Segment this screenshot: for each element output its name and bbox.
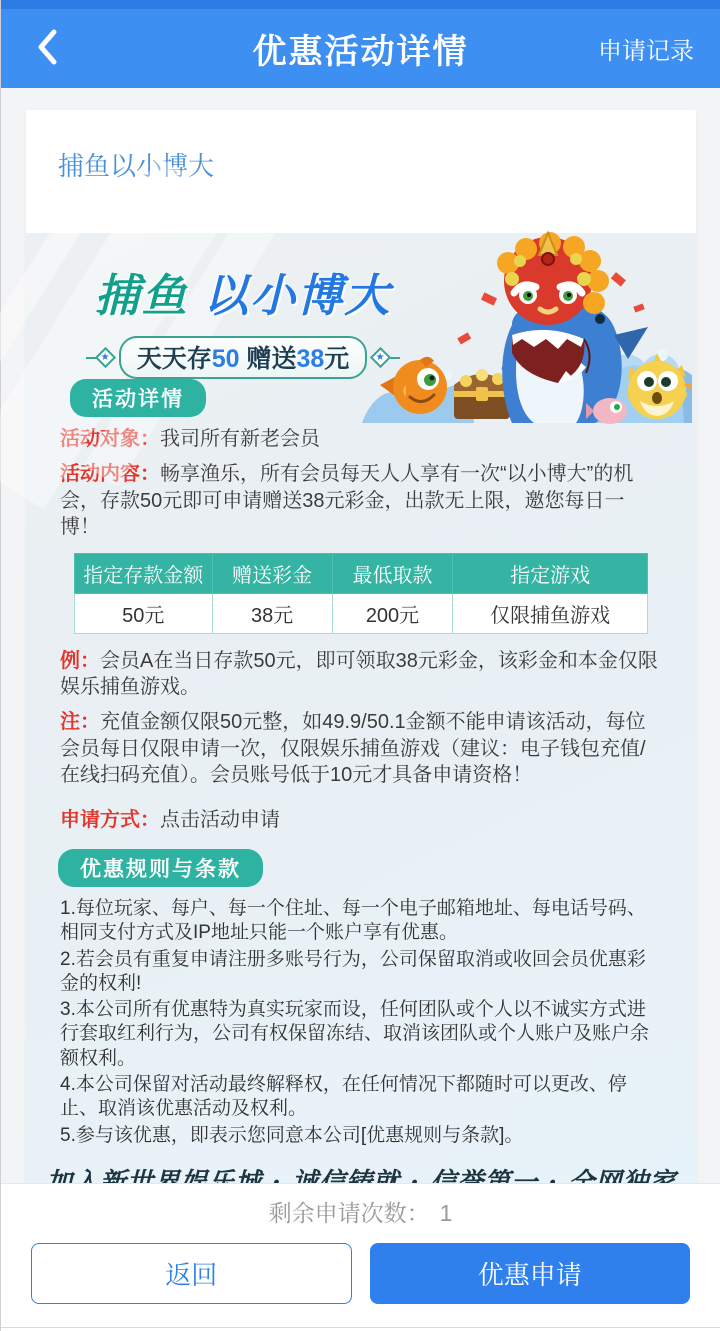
application-records-link[interactable]: 申请记录 — [598, 38, 694, 65]
activity-card-header — [26, 110, 696, 233]
note-line: 注：充值金额仅限50元整，如49.9/50.1金额不能申请该活动，每位会员每日仅限申请一次，仅限娱乐捕鱼游戏（建议：电子钱包充值/在线扫码充值）。会员账号低于10元才具备申请资格！ — [60, 711, 646, 787]
page-title: 优惠活动详情 — [252, 33, 469, 71]
rule-item: 4.本公司保留对活动最终解释权，在任何情况下都随时可以更改、停止、取消该优惠活动及权利。 — [60, 1074, 627, 1120]
activity-target-line: 活动对象：我司所有新老会员 — [60, 428, 320, 450]
table-row — [75, 593, 648, 633]
banner-text-block — [78, 259, 408, 379]
activity-details-badge: 活动详情 — [70, 379, 206, 417]
remaining-count: 1 — [439, 1200, 453, 1226]
apply-method-line: 申请方式：点击活动申请 — [60, 808, 280, 831]
activity-card — [26, 110, 696, 1219]
rule-item: 1.每位玩家、每户、每一个住址、每一个电子邮箱地址、每电话号码、相同支付方式及IP地址只能一个账户享有优惠。 — [60, 897, 646, 944]
cell-min-withdrawal: 200元 — [332, 593, 452, 633]
banner-title-bet: 以小博大 — [188, 270, 392, 321]
rules-list — [26, 897, 696, 1148]
footer-bar — [1, 1183, 720, 1331]
activity-details-text — [26, 426, 696, 541]
banner-subtitle-pill: 天天存50 赠送38元 — [119, 336, 368, 379]
footer-buttons — [31, 1243, 690, 1304]
mascot-illustration — [362, 235, 692, 423]
table-header-row — [75, 553, 648, 593]
col-game: 指定游戏 — [453, 553, 648, 593]
promo-banner — [26, 233, 696, 379]
remaining-label: 剩余申请次数： — [268, 1200, 430, 1226]
chevron-left-icon — [35, 28, 59, 71]
rules-badge: 优惠规则与条款 — [58, 849, 263, 887]
diamond-star-icon: ★ — [95, 347, 116, 368]
app-bar — [1, 9, 720, 88]
promo-notes-text — [26, 648, 696, 833]
col-bonus: 赠送彩金 — [212, 553, 332, 593]
col-deposit-amount: 指定存款金额 — [75, 553, 213, 593]
status-bar — [1, 0, 720, 9]
scroll-content[interactable] — [1, 88, 720, 1183]
rule-item: 2.若会员有重复申请注册多账号行为，公司保留取消或收回会员优惠彩金的权利! — [60, 948, 646, 994]
rule-item: 5.参与该优惠，即表示您同意本公司[优惠规则与条款]。 — [60, 1124, 524, 1146]
activity-title: 捕鱼以小博大 — [58, 151, 215, 181]
promo-spec-table — [74, 553, 648, 634]
back-button[interactable] — [25, 27, 69, 71]
cell-bonus: 38元 — [212, 593, 332, 633]
banner-title-fishing: 捕鱼 — [94, 270, 189, 321]
activity-content-line: 活动内容：畅享渔乐，所有会员每天人人享有一次“以小博大”的机会，存款50元即可申请赠送38元彩金，出款无上限，邀您每日一博！ — [60, 463, 634, 539]
promo-body — [26, 233, 696, 1219]
cell-deposit-amount: 50元 — [75, 593, 213, 633]
banner-subtitle-row — [78, 336, 408, 379]
col-min-withdrawal: 最低取款 — [332, 553, 452, 593]
return-button[interactable]: 返回 — [31, 1243, 352, 1304]
banner-title — [78, 259, 408, 324]
diamond-star-icon: ★ — [370, 347, 391, 368]
remaining-applications — [1, 1195, 720, 1228]
rule-item: 3.本公司所有优惠特为真实玩家而设，任何团队或个人以不诚实方式进行套取红利行为，公司有权保留冻结、取消该团队或个人账户及账户余额权利。 — [60, 999, 650, 1069]
example-line: 例：会员A在当日存款50元，即可领取38元彩金，该彩金和本金仅限娱乐捕鱼游戏。 — [60, 649, 658, 698]
bottom-hairline — [1, 1327, 720, 1328]
cell-game: 仅限捕鱼游戏 — [453, 593, 648, 633]
promo-apply-button[interactable]: 优惠申请 — [370, 1243, 691, 1304]
